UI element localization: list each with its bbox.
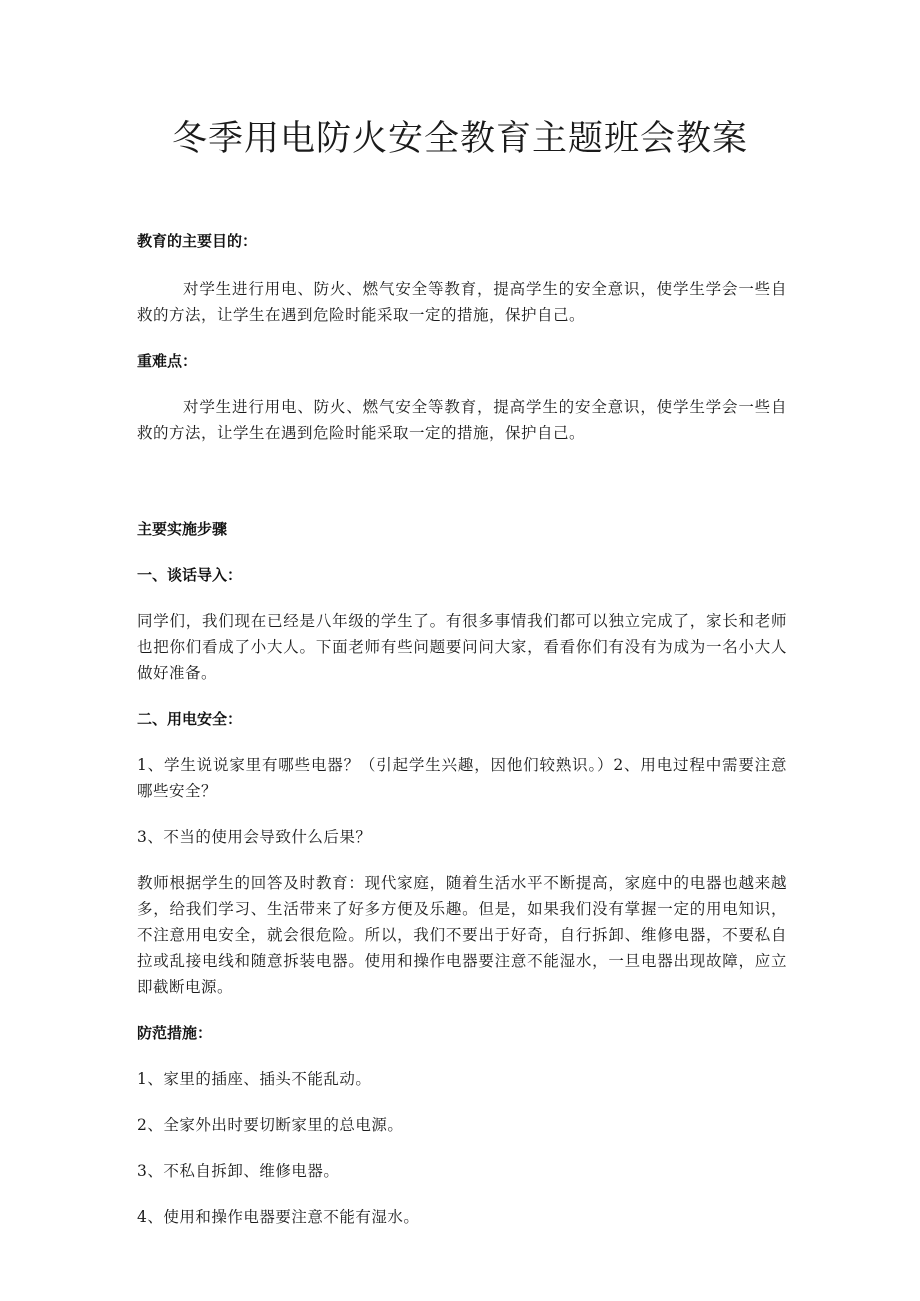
document-title: 冬季用电防火安全教育主题班会教案 — [171, 119, 748, 159]
electricity-question-3: 3、不当的使用会导致什么后果？ — [137, 828, 372, 846]
measure-item: 4、使用和操作电器要注意不能有湿水。 — [137, 1208, 420, 1226]
teacher-education-paragraph: 教师根据学生的回答及时教育：现代家庭，随着生活水平不断提高，家庭中的电器也越来越多，给我们学习、生活带来了好多方便及乐趣。但是，如果我们没有掌握一定的用电知识，不注意用电安全，就会很危险。所以，我们不要出于好奇，自行拆卸、维修电器，不要私自拉或乱接电线和随意拆装电器。使用和操作电器要注意不能湿水，一旦电器出现故障，应立即截断电源。 — [137, 874, 787, 996]
document-body — [137, 228, 787, 1230]
goal-paragraph: 对学生进行用电、防火、燃气安全等教育，提高学生的安全意识，使学生学会一些自救的方法，让学生在遇到危险时能采取一定的措施，保护自己。 — [137, 280, 787, 324]
measure-item: 3、不私自拆卸、维修电器。 — [137, 1162, 340, 1180]
measure-item: 1、家里的插座、插头不能乱动。 — [137, 1070, 372, 1088]
measures-heading: 防范措施： — [137, 1024, 213, 1042]
intro-heading: 一、谈话导入： — [137, 566, 243, 584]
measure-item: 2、全家外出时要切断家里的总电源。 — [137, 1116, 404, 1134]
electricity-heading: 二、用电安全： — [137, 710, 243, 728]
electricity-questions-1-2: 1、学生说说家里有哪些电器？（引起学生兴趣，因他们较熟识。）2、用电过程中需要注意哪些安全？ — [137, 756, 787, 800]
intro-paragraph: 同学们，我们现在已经是八年级的学生了。有很多事情我们都可以独立完成了，家长和老师也把你们看成了小大人。下面老师有些问题要问问大家，看看你们有没有为成为一名小大人做好准备。 — [137, 612, 787, 682]
key-points-heading: 重难点： — [137, 352, 198, 370]
steps-heading: 主要实施步骤 — [137, 520, 228, 538]
key-points-paragraph: 对学生进行用电、防火、燃气安全等教育，提高学生的安全意识，使学生学会一些自救的方法，让学生在遇到危险时能采取一定的措施，保护自己。 — [137, 398, 787, 442]
goal-heading: 教育的主要目的： — [137, 232, 258, 250]
